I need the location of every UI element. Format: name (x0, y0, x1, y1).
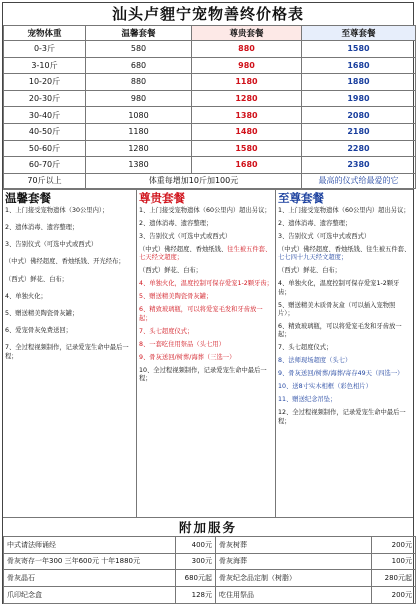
supreme-package (276, 190, 413, 517)
row-noble-price: 980 (192, 57, 302, 74)
supreme-item-text: 12、全过程视频制作，记录爱宠生命中最后一程； (278, 409, 406, 425)
noble-item (139, 267, 273, 275)
row-weight: 10-20斤 (4, 74, 86, 91)
price-row (4, 157, 416, 174)
warm-package-items (5, 207, 134, 361)
supreme-item-text: 5、赠送精美木质骨灰盒（可以插入宠物照片）； (278, 301, 396, 317)
warm-item: 5、赠送精美陶瓷骨灰罐； (5, 309, 79, 317)
warm-item: 6、爱宠骨灰免费送回； (5, 327, 72, 335)
noble-item (139, 354, 273, 362)
row-warm-price: 680 (86, 57, 192, 74)
addon-name: 吃住用祭品 (216, 587, 372, 604)
row-weight: 20-30斤 (4, 90, 86, 107)
row-warm-price: 980 (86, 90, 192, 107)
supreme-item-text: （中式）佛经超度、香烛纸钱、往生被五件套、 (278, 245, 411, 253)
supreme-item (278, 220, 411, 228)
addon-title: 附加服务 (3, 517, 413, 536)
price-sheet (2, 2, 414, 604)
noble-item-text: 10、全过程视频制作，记录爱宠生命中最后一程； (139, 366, 267, 382)
noble-item (139, 367, 273, 384)
noble-item (139, 306, 273, 323)
addon-rows (4, 536, 416, 603)
noble-item-text: （西式）鲜花、白布； (139, 267, 202, 275)
supreme-item-text: 3、告别仪式（可选中式或西式） (278, 232, 371, 240)
header-supreme: 至尊套餐 (302, 26, 416, 41)
noble-item-text: 2、遗体消毒、遗容整理； (139, 219, 213, 227)
supreme-slogan: 最高的仪式给最爱的它 (302, 173, 416, 188)
noble-package (137, 190, 276, 517)
price-rows (4, 41, 416, 174)
supreme-item-highlight: 10、送8寸实木相框（彩色相片） (278, 383, 372, 391)
row-noble-price: 1680 (192, 157, 302, 174)
row-weight: 30-40斤 (4, 107, 86, 124)
supreme-item-highlight: 9、骨灰送回/树葬/海葬/寄存49天（四选一） (278, 370, 404, 378)
noble-item-text: 3、告别仪式（可选中式或西式） (139, 232, 232, 240)
supreme-item-text: 4、单独火化，温度控制可保存爱宠1-2颗牙齿； (278, 280, 400, 296)
warm-item: （西式）鲜花、白布； (5, 275, 68, 283)
row-noble-price: 1280 (192, 90, 302, 107)
price-row (4, 41, 416, 58)
addon-table (3, 536, 416, 604)
noble-item-highlight: 5、赠送精美陶瓷骨灰罐； (139, 293, 213, 301)
warm-item: 1、上门接受宠物遗体（30公里内）； (5, 206, 109, 214)
row-weight: 0-3斤 (4, 41, 86, 58)
addon-price: 280元起 (372, 570, 416, 587)
noble-item-highlight: 9、骨灰送回/树葬/海葬（三选一） (139, 353, 236, 361)
noble-item-highlight: 7、头七超度仪式； (139, 327, 194, 335)
supreme-item (278, 280, 411, 297)
row-weight: 40-50斤 (4, 123, 86, 140)
noble-item (139, 220, 273, 228)
row-supreme-price: 2080 (302, 107, 416, 124)
noble-package-items (139, 207, 273, 384)
supreme-package-items (278, 207, 411, 426)
price-row (4, 90, 416, 107)
header-weight: 宠物体重 (4, 26, 86, 41)
row-warm-price: 1280 (86, 140, 192, 157)
warm-item: 3、告别仪式（可选中式或西式） (5, 241, 98, 249)
supreme-item-text: 2、遗体消毒、遗容整理； (278, 219, 352, 227)
row-weight: 60-70斤 (4, 157, 86, 174)
supreme-item (278, 207, 411, 215)
over-weight-note: 体重每增加10斤加100元 (86, 173, 302, 188)
price-row (4, 74, 416, 91)
noble-item-text: 1、上门接受宠物遗体（60公里内）超出另议； (139, 206, 271, 214)
row-noble-price: 1380 (192, 107, 302, 124)
row-weight: 50-60斤 (4, 140, 86, 157)
header-noble: 尊贵套餐 (192, 26, 302, 41)
warm-item: 4、单独火化； (5, 292, 47, 300)
supreme-item (278, 396, 411, 404)
supreme-item (278, 344, 411, 352)
row-noble-price: 880 (192, 41, 302, 58)
row-warm-price: 1080 (86, 107, 192, 124)
warm-item: （中式）佛经超度、香烛纸钱、开光经布； (5, 258, 125, 266)
supreme-item (278, 383, 411, 391)
row-supreme-price: 2180 (302, 123, 416, 140)
supreme-item (278, 302, 411, 319)
noble-item (139, 341, 273, 349)
noble-item-highlight: 6、精致玻璃瓶，可以将爱宠毛发和牙齿放一起； (139, 306, 263, 322)
row-warm-price: 1380 (86, 157, 192, 174)
supreme-item-text: 6、精致玻璃瓶，可以将爱宠毛发和牙齿放一起； (278, 322, 402, 339)
supreme-item (278, 409, 411, 426)
addon-name: 中式请法师诵经 (4, 536, 176, 553)
row-warm-price: 880 (86, 74, 192, 91)
addon-price: 300元 (176, 553, 216, 570)
addon-row (4, 570, 416, 587)
noble-item (139, 280, 273, 288)
price-row (4, 140, 416, 157)
addon-price: 200元 (372, 587, 416, 604)
price-row (4, 123, 416, 140)
row-supreme-price: 1680 (302, 57, 416, 74)
supreme-item (278, 357, 411, 365)
addon-name: 骨灰晶石 (4, 570, 176, 587)
addon-row (4, 553, 416, 570)
row-weight: 3-10斤 (4, 57, 86, 74)
supreme-item-text: （西式）鲜花、白布； (278, 267, 341, 275)
package-details (3, 189, 413, 517)
supreme-item (278, 370, 411, 378)
addon-name: 骨灰树葬 (216, 536, 372, 553)
noble-item (139, 328, 273, 336)
price-row (4, 57, 416, 74)
addon-name: 爪印纪念盒 (4, 587, 176, 604)
row-noble-price: 1180 (192, 74, 302, 91)
noble-package-title: 尊贵套餐 (139, 190, 185, 205)
noble-item (139, 246, 273, 263)
addon-row (4, 587, 416, 604)
page-title: 汕头卢貍宁宠物善终价格表 (111, 5, 304, 23)
addon-price: 680元起 (176, 570, 216, 587)
noble-item-text: （中式）佛经超度、香烛纸钱、 (139, 245, 228, 253)
supreme-item-highlight: 七七四十九天经文超度； (278, 254, 348, 262)
warm-item: 2、遗体消毒、遗容整理； (5, 223, 79, 231)
noble-item (139, 293, 273, 301)
row-warm-price: 580 (86, 41, 192, 58)
addon-price: 200元 (372, 536, 416, 553)
warm-package (3, 190, 137, 517)
addon-name: 骨灰纪念品定制（树脂） (216, 570, 372, 587)
addon-price: 128元 (176, 587, 216, 604)
over-weight-row (4, 173, 416, 188)
row-noble-price: 1480 (192, 123, 302, 140)
noble-item (139, 233, 273, 241)
addon-name: 骨灰海葬 (216, 553, 372, 570)
header-warm: 温馨套餐 (86, 26, 192, 41)
addon-price: 100元 (372, 553, 416, 570)
warm-package-title: 温馨套餐 (5, 190, 51, 205)
row-supreme-price: 1880 (302, 74, 416, 91)
noble-item-highlight: 往生被五件套、七天经文超度； (139, 245, 272, 262)
noble-item-highlight: 8、一套吃住用祭品（头七用） (139, 340, 225, 348)
noble-item-highlight: 4、单独火化，温度控制可保存爱宠1-2颗牙齿； (139, 280, 273, 288)
supreme-item (278, 323, 411, 340)
supreme-package-title: 至尊套餐 (278, 190, 324, 205)
supreme-item (278, 233, 411, 241)
supreme-item-highlight: 8、法师现场超度（头七） (278, 357, 352, 365)
row-warm-price: 1180 (86, 123, 192, 140)
noble-item (139, 207, 273, 215)
supreme-item-text: 7、头七超度仪式； (278, 344, 333, 352)
price-table-header (4, 26, 416, 41)
addon-name: 骨灰寄存一年300 三年600元 十年1880元 (4, 553, 176, 570)
addon-price: 400元 (176, 536, 216, 553)
row-supreme-price: 2280 (302, 140, 416, 157)
row-noble-price: 1580 (192, 140, 302, 157)
supreme-item-text: 1、上门接受宠物遗体（60公里内）超出另议； (278, 206, 410, 214)
row-supreme-price: 2380 (302, 157, 416, 174)
over-weight: 70斤以上 (4, 173, 86, 188)
row-supreme-price: 1580 (302, 41, 416, 58)
price-table (3, 25, 416, 189)
row-supreme-price: 1980 (302, 90, 416, 107)
price-row (4, 107, 416, 124)
supreme-item-highlight: 11、赠送纪念吊坠； (278, 396, 337, 404)
addon-row (4, 536, 416, 553)
supreme-item (278, 267, 411, 275)
supreme-item (278, 246, 411, 263)
warm-item: 7、全过程视频制作，记录爱宠生命中最后一程； (5, 344, 129, 360)
